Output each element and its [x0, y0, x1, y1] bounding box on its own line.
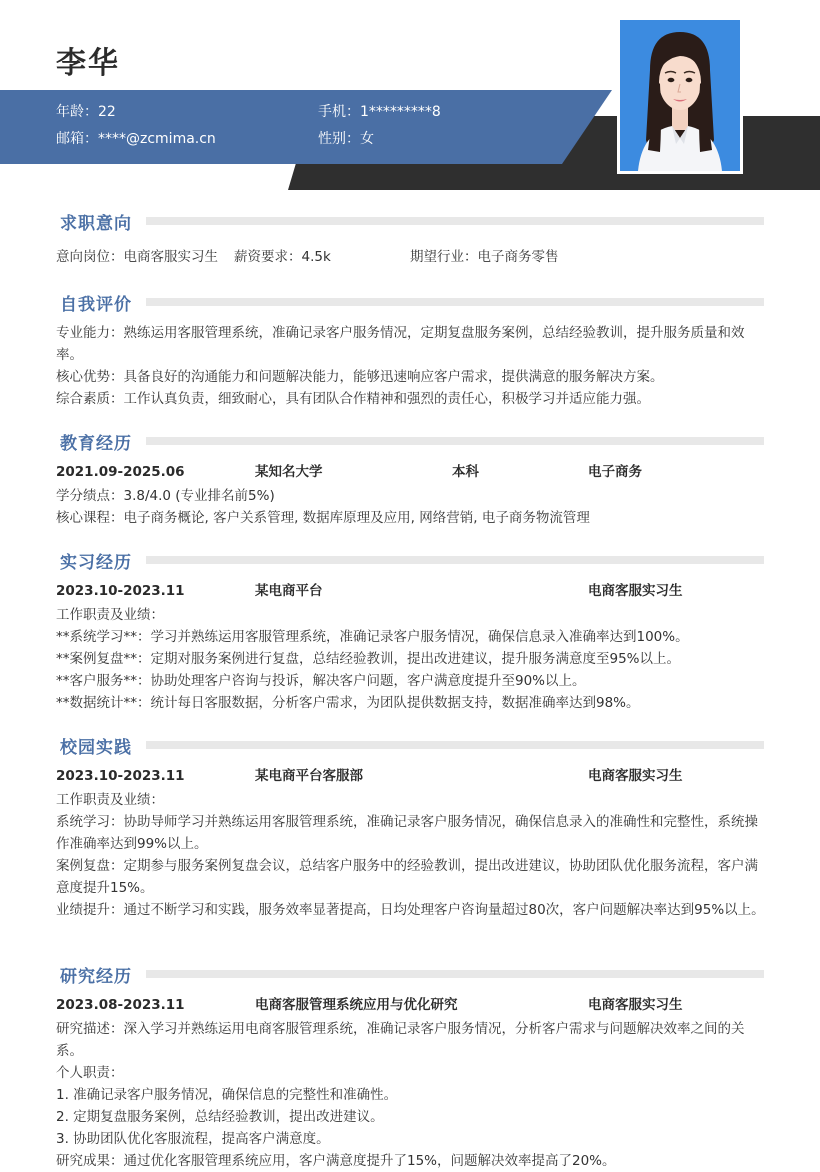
internship-line: **系统学习**：学习并熟练运用客服管理系统，准确记录客户服务情况，确保信息录入准确率达到100%。 — [56, 629, 689, 645]
internship-role: 电商客服实习生 — [588, 583, 683, 599]
campus-role: 电商客服实习生 — [588, 768, 683, 784]
education-line: 学分绩点：3.8/4.0 (专业排名前5%) — [56, 488, 275, 504]
candidate-name: 李华 — [56, 46, 120, 81]
education-line: 核心课程：电子商务概论, 客户关系管理, 数据库原理及应用, 网络营销, 电子商务物流管理 — [56, 510, 590, 526]
campus-line: 业绩提升：通过不断学习和实践，服务效率显著提高，日均处理客户咨询量超过80次，客户问题解决率达到95%以上。 — [56, 902, 765, 918]
section-title: 实习经历 — [60, 553, 132, 573]
education-period: 2021.09-2025.06 — [56, 464, 185, 480]
section-divider — [146, 298, 764, 306]
education-degree: 本科 — [452, 464, 479, 480]
research-line: 2. 定期复盘服务案例，总结经验教训，提出改进建议。 — [56, 1109, 384, 1125]
campus-org: 某电商平台客服部 — [255, 768, 363, 784]
section-education — [56, 429, 764, 454]
section-internship — [56, 548, 764, 573]
section-divider — [146, 437, 764, 445]
research-line: 3. 协助团队优化客服流程，提高客户满意度。 — [56, 1131, 330, 1147]
research-line: 研究成果：通过优化客服管理系统应用，客户满意度提升了15%，问题解决效率提高了20%。 — [56, 1153, 616, 1169]
internship-period: 2023.10-2023.11 — [56, 583, 185, 599]
campus-line: 工作职责及业绩： — [56, 792, 164, 808]
internship-line: **案例复盘**：定期对服务案例进行复盘，总结经验教训，提出改进建议，提升服务满意度至95%以上。 — [56, 651, 681, 667]
intended-position: 意向岗位：电商客服实习生 — [56, 249, 218, 265]
research-role: 电商客服实习生 — [588, 997, 683, 1013]
section-title: 自我评价 — [60, 295, 132, 315]
internship-line: **客户服务**：协助处理客户咨询与投诉，解决客户问题，客户满意度提升至90%以上。 — [56, 673, 586, 689]
research-line: 研究描述：深入学习并熟练运用电商客服管理系统，准确记录客户服务情况，分析客户需求与问题解决效率之间的关系。 — [56, 1021, 745, 1059]
gender-field: 性别：女 — [318, 131, 374, 147]
profile-photo — [617, 17, 743, 174]
section-research — [56, 962, 764, 987]
section-self-evaluation — [56, 290, 764, 315]
education-major: 电子商务 — [588, 464, 642, 480]
expected-salary: 薪资要求：4.5k — [234, 249, 331, 265]
self-eval-line: 综合素质：工作认真负责，细致耐心，具有团队合作精神和强烈的责任心，积极学习并适应能力强。 — [56, 391, 650, 407]
section-divider — [146, 217, 764, 225]
internship-org: 某电商平台 — [255, 583, 323, 599]
research-line: 1. 准确记录客户服务情况，确保信息的完整性和准确性。 — [56, 1087, 398, 1103]
section-title: 校园实践 — [60, 738, 132, 758]
portrait-image — [620, 20, 740, 171]
section-divider — [146, 741, 764, 749]
section-divider — [146, 556, 764, 564]
research-topic: 电商客服管理系统应用与优化研究 — [255, 997, 458, 1013]
section-title: 求职意向 — [60, 214, 132, 234]
section-title: 研究经历 — [60, 967, 132, 987]
internship-line: **数据统计**：统计每日客服数据，分析客户需求，为团队提供数据支持，数据准确率达到98%。 — [56, 695, 640, 711]
section-campus — [56, 733, 764, 758]
campus-line: 系统学习：协助导师学习并熟练运用客服管理系统，准确记录客户服务情况，确保信息录入的准确性和完整性，系统操作准确率达到99%以上。 — [56, 814, 758, 852]
section-intention — [56, 209, 764, 234]
self-eval-line: 核心优势：具备良好的沟通能力和问题解决能力，能够迅速响应客户需求，提供满意的服务解决方案。 — [56, 369, 664, 385]
campus-line: 案例复盘：定期参与服务案例复盘会议，总结客户服务中的经验教训，提出改进建议，协助团队优化服务流程，客户满意度提升15%。 — [56, 858, 758, 896]
research-line: 个人职责： — [56, 1065, 124, 1081]
section-divider — [146, 970, 764, 978]
phone-field: 手机：1*********8 — [318, 104, 441, 120]
email-field: 邮箱：****@zcmima.cn — [56, 131, 216, 147]
research-period: 2023.08-2023.11 — [56, 997, 185, 1013]
self-eval-line: 专业能力：熟练运用客服管理系统，准确记录客户服务情况，定期复盘服务案例，总结经验教训，提升服务质量和效率。 — [56, 325, 745, 363]
age-field: 年龄：22 — [56, 104, 116, 120]
section-title: 教育经历 — [60, 434, 132, 454]
education-school: 某知名大学 — [255, 464, 323, 480]
campus-period: 2023.10-2023.11 — [56, 768, 185, 784]
expected-industry: 期望行业：电子商务零售 — [410, 249, 559, 265]
internship-line: 工作职责及业绩： — [56, 607, 164, 623]
